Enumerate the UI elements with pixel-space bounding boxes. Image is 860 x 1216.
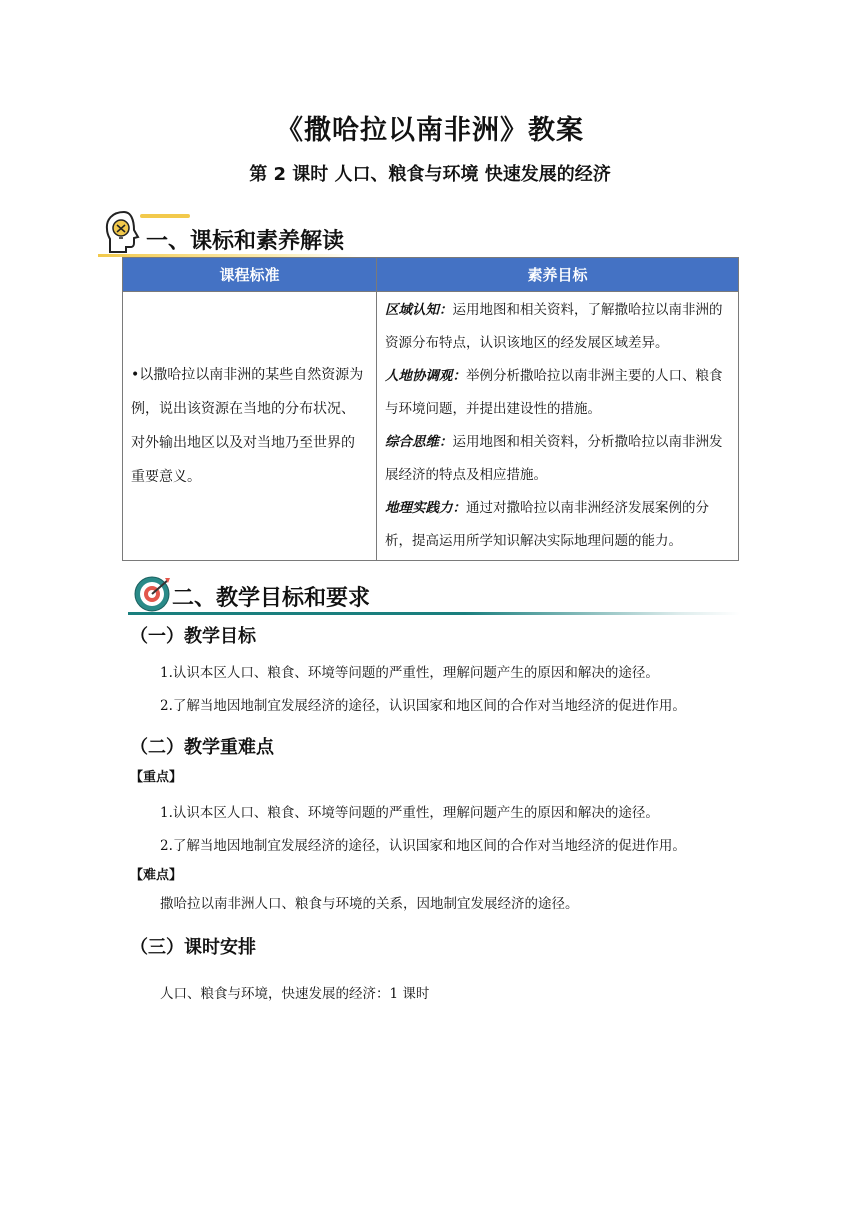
goal-label: 区域认知：: [385, 302, 453, 318]
standards-table: [122, 257, 739, 561]
subsection-key-points: （二）教学重难点: [130, 737, 274, 758]
section2-underline: [128, 612, 740, 615]
page-subtitle: 第 2 课时 人口、粮食与环境 快速发展的经济: [249, 164, 611, 185]
subsection-schedule: （三）课时安排: [130, 937, 256, 958]
list-item: 2.了解当地因地制宜发展经济的途径，认识国家和地区间的合作对当地经济的促进作用。: [160, 698, 686, 714]
header-competency-goals: 素养目标: [377, 258, 739, 292]
curriculum-standard-cell: •以撒哈拉以南非洲的某些自然资源为例，说出该资源在当地的分布状况、对外输出地区以及对当地乃至世界的重要意义。: [123, 292, 377, 561]
head-lightbulb-icon: [100, 208, 144, 256]
goal-text: 举例分析撒哈拉以南非洲主要的人口、粮食与环境问题，并提出建设性的措施。: [385, 368, 723, 417]
goal-label: 地理实践力：: [385, 500, 466, 516]
difficult-point-label: 【难点】: [130, 868, 183, 883]
page-title: 《撒哈拉以南非洲》教案: [276, 115, 584, 146]
list-item: 2.了解当地因地制宜发展经济的途径，认识国家和地区间的合作对当地经济的促进作用。: [160, 838, 686, 854]
table-header-row: [123, 258, 739, 292]
goal-item: [385, 294, 732, 360]
section-decor-bar: [140, 214, 190, 218]
competency-goals-cell: [377, 292, 739, 561]
list-item: 1.认识本区人口、粮食、环境等问题的严重性，理解问题产生的原因和解决的途径。: [160, 665, 659, 681]
goal-item: [385, 360, 732, 426]
goal-text: 运用地图和相关资料，了解撒哈拉以南非洲的资源分布特点，认识该地区的经发展区域差异。: [385, 302, 723, 351]
goal-item: [385, 492, 732, 558]
goal-label: 综合思维：: [385, 434, 453, 450]
goal-text: 运用地图和相关资料，分析撒哈拉以南非洲发展经济的特点及相应措施。: [385, 434, 723, 483]
goal-label: 人地协调观：: [385, 368, 466, 384]
subsection-teaching-goals: （一）教学目标: [130, 626, 256, 647]
goal-text: 通过对撒哈拉以南非洲经济发展案例的分析，提高运用所学知识解决实际地理问题的能力。: [385, 500, 709, 549]
table-row: [123, 292, 739, 561]
section2-title: 二、教学目标和要求: [172, 586, 371, 611]
section1-title: 一、课标和素养解读: [146, 229, 345, 254]
schedule-text: 人口、粮食与环境，快速发展的经济：1 课时: [160, 986, 430, 1002]
goal-item: [385, 426, 732, 492]
target-icon: [132, 574, 172, 614]
key-point-label: 【重点】: [130, 770, 183, 785]
header-curriculum-standard: 课程标准: [123, 258, 377, 292]
difficult-point-text: 撒哈拉以南非洲人口、粮食与环境的关系，因地制宜发展经济的途径。: [160, 896, 579, 912]
list-item: 1.认识本区人口、粮食、环境等问题的严重性，理解问题产生的原因和解决的途径。: [160, 805, 659, 821]
